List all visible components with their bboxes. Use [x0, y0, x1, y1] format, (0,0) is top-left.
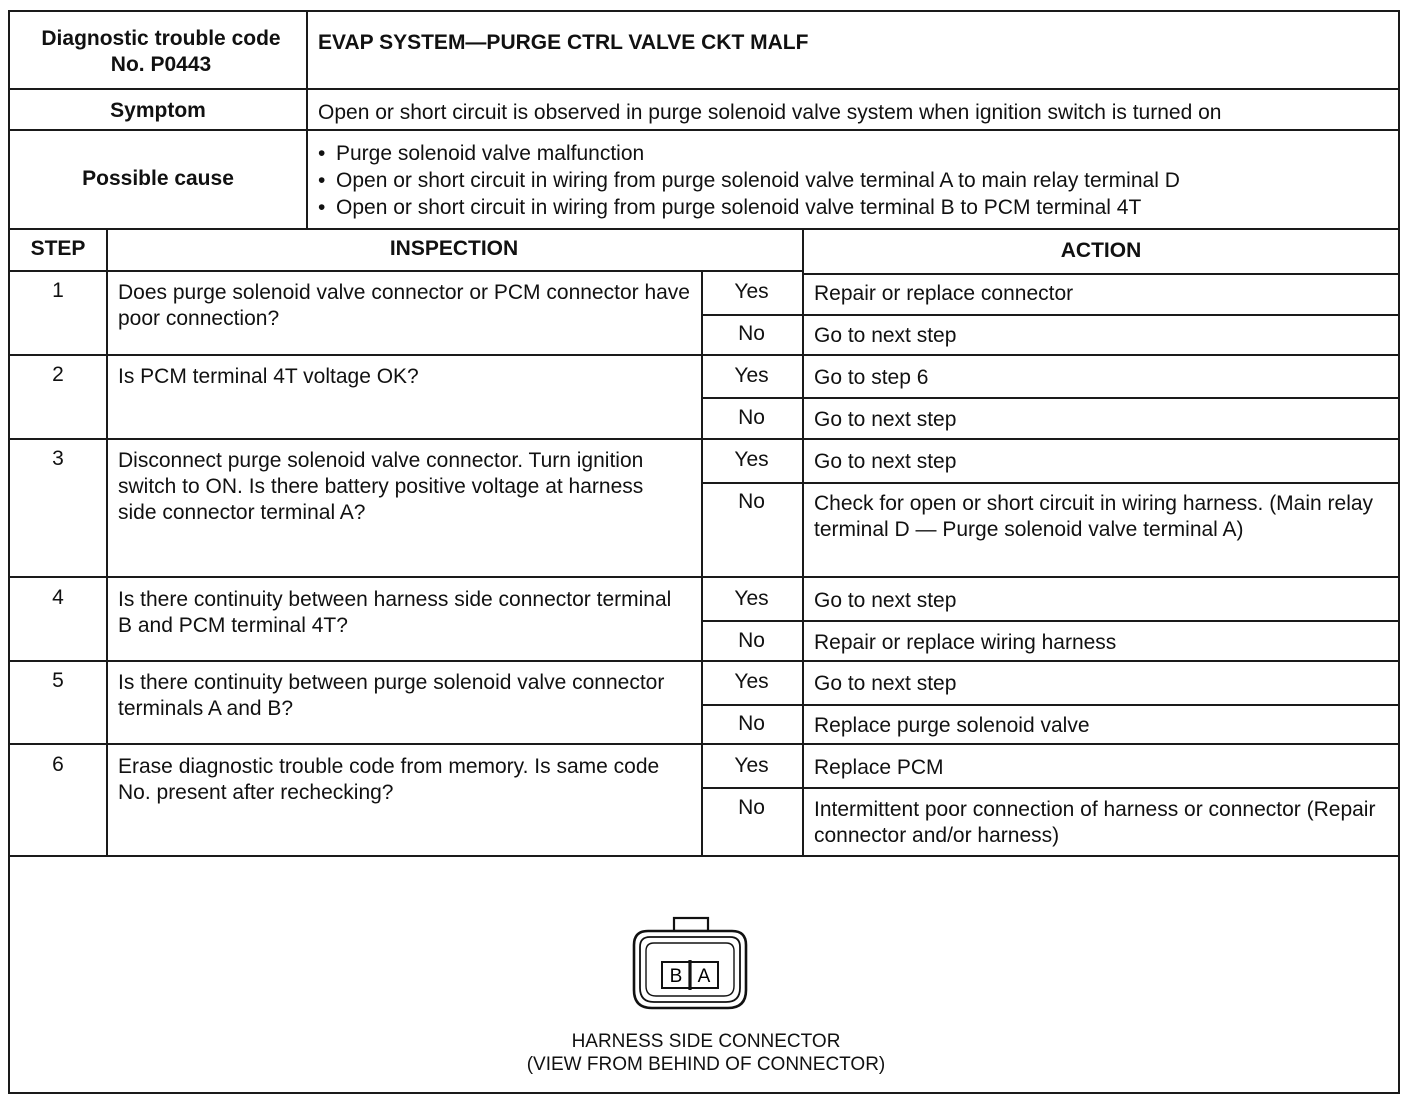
yes-action: Go to step 6 — [814, 366, 929, 389]
no-label: No — [738, 796, 765, 819]
yes-action: Go to next step — [814, 672, 957, 695]
terminal-a-label: A — [697, 966, 711, 987]
action-column-header: ACTION — [1060, 239, 1142, 262]
figure-caption-line1: HARNESS SIDE CONNECTOR — [571, 1031, 841, 1052]
no-label: No — [738, 712, 765, 735]
yes-label: Yes — [734, 587, 769, 610]
inspection-text: Does purge solenoid valve connector or PCM connector have poor connection? — [118, 281, 690, 330]
yes-label: Yes — [734, 364, 769, 387]
inspection-text: Disconnect purge solenoid valve connector. Turn ignition switch to ON. Is there battery positive voltage at harness side connector terminal A? — [118, 449, 644, 524]
step-number: 2 — [52, 363, 64, 386]
symptom-label: Symptom — [110, 99, 206, 122]
harness-connector-diagram — [628, 912, 752, 1016]
inspection-text: Is PCM terminal 4T voltage OK? — [118, 365, 419, 388]
step-number: 1 — [52, 279, 64, 302]
no-label: No — [738, 322, 765, 345]
no-action: Replace purge solenoid valve — [814, 714, 1090, 737]
no-action: Check for open or short circuit in wiring harness. (Main relay terminal D — Purge solenoid valve terminal A) — [814, 492, 1374, 541]
possible-cause-list — [314, 140, 1394, 221]
step-number: 5 — [52, 669, 64, 692]
inspection-text: Erase diagnostic trouble code from memory. Is same code No. present after rechecking? — [118, 755, 660, 804]
yes-action: Repair or replace connector — [814, 282, 1074, 305]
no-label: No — [738, 629, 765, 652]
no-action: Go to next step — [814, 324, 957, 347]
dtc-label: Diagnostic trouble code No. P0443 — [41, 27, 281, 76]
step-number: 3 — [52, 447, 64, 470]
yes-action: Go to next step — [814, 450, 957, 473]
cause-item: • Open or short circuit in wiring from purge solenoid valve terminal B to PCM terminal 4T — [314, 194, 1394, 221]
diagnostic-sheet — [8, 10, 1400, 1094]
yes-label: Yes — [734, 670, 769, 693]
symptom-text: Open or short circuit is observed in purge solenoid valve system when ignition switch is turned on — [318, 101, 1222, 124]
no-action: Repair or replace wiring harness — [814, 631, 1117, 654]
connector-latch — [674, 918, 708, 931]
step-number: 6 — [52, 753, 64, 776]
yes-action: Go to next step — [814, 589, 957, 612]
step-column-header: STEP — [30, 237, 86, 260]
inspection-text: Is there continuity between harness side connector terminal B and PCM terminal 4T? — [118, 588, 672, 637]
yes-label: Yes — [734, 448, 769, 471]
yes-label: Yes — [734, 754, 769, 777]
step-number: 4 — [52, 586, 64, 609]
cause-item: • Open or short circuit in wiring from purge solenoid valve terminal A to main relay terminal D — [314, 167, 1394, 194]
inspection-column-header: INSPECTION — [389, 237, 519, 260]
no-action: Intermittent poor connection of harness or connector (Repair connector and/or harness) — [814, 798, 1376, 847]
possible-cause-label: Possible cause — [82, 167, 234, 190]
yes-label: Yes — [734, 280, 769, 303]
terminal-b-label: B — [669, 966, 683, 987]
cause-item: • Purge solenoid valve malfunction — [314, 140, 1394, 167]
figure-caption-line2: (VIEW FROM BEHIND OF CONNECTOR) — [526, 1054, 886, 1075]
page-title: EVAP SYSTEM—PURGE CTRL VALVE CKT MALF — [318, 31, 809, 54]
inspection-text: Is there continuity between purge solenoid valve connector terminals A and B? — [118, 671, 665, 720]
no-label: No — [738, 406, 765, 429]
no-action: Go to next step — [814, 408, 957, 431]
no-label: No — [738, 490, 765, 513]
yes-action: Replace PCM — [814, 756, 944, 779]
